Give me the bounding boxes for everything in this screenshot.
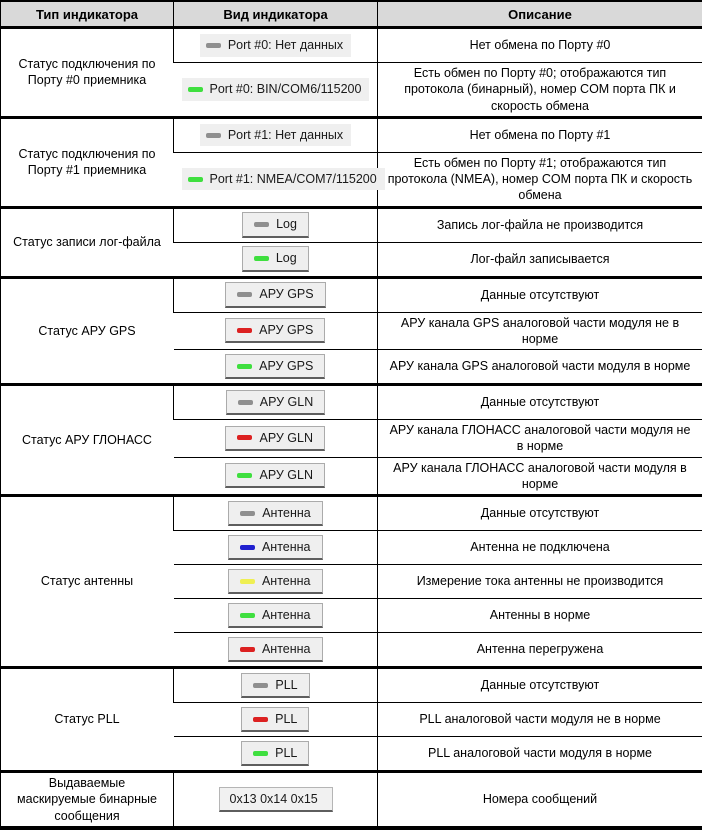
indicator-label: Port #1: NMEA/COM7/115200 [210,171,377,187]
indicator-view-cell [174,496,378,531]
table-row [1,496,702,531]
status-led-green-icon [237,473,252,478]
indicator-type-cell: Статус PLL [1,668,174,772]
indicator-widget [200,34,351,56]
indicator-widget [228,535,323,560]
indicator-widget [225,463,325,488]
indicator-label: АРУ GPS [259,286,313,302]
description-cell: Лог-файл записывается [378,242,702,277]
indicator-type-cell: Статус подключения по Порту #1 приемника [1,117,174,207]
indicator-widget [242,246,309,271]
indicator-label: PLL [275,711,297,727]
indicator-widget [241,707,309,732]
indicator-view-cell [174,28,378,63]
description-cell: Данные отсутствуют [378,668,702,703]
indicator-label: Log [276,216,297,232]
indicator-type-cell: Статус подключения по Порту #0 приемника [1,28,174,118]
description-cell: АРУ канала GPS аналоговой части модуля не в норме [378,312,702,350]
indicator-label: АРУ GLN [260,394,314,410]
indicator-widget [225,354,325,379]
description-cell: АРУ канала GPS аналоговой части модуля в норме [378,350,702,385]
column-header-indicator-view: Вид индикатора [174,1,378,28]
column-header-indicator-type: Тип индикатора [1,1,174,28]
column-header-description: Описание [378,1,702,28]
indicator-table-body [1,28,702,828]
indicator-label: Port #0: Нет данных [228,37,343,53]
indicator-widget [242,212,309,237]
indicator-view-cell [174,633,378,668]
indicator-widget [225,282,325,307]
description-cell: Нет обмена по Порту #1 [378,117,702,152]
table-row [1,772,702,828]
indicator-widget [225,426,325,451]
header-row [1,1,702,28]
status-led-gray-icon [254,222,269,227]
indicator-view-cell [174,668,378,703]
indicator-widget [241,741,309,766]
status-led-red-icon [253,717,268,722]
indicator-type-cell: Статус записи лог-файла [1,207,174,277]
description-cell: Антенна перегружена [378,633,702,668]
indicator-widget [241,673,309,698]
description-cell: Измерение тока антенны не производится [378,565,702,599]
indicator-view-cell [174,312,378,350]
indicator-view-cell [174,599,378,633]
table-row [1,277,702,312]
indicator-label: АРУ GPS [259,322,313,338]
description-cell: АРУ канала ГЛОНАСС аналоговой части модуля не в норме [378,420,702,458]
indicator-view-cell [174,565,378,599]
status-led-green-icon [254,256,269,261]
indicator-view-cell [174,703,378,737]
indicator-label: Антенна [262,505,311,521]
indicator-widget [228,637,323,662]
indicator-label: Антенна [262,607,311,623]
status-led-blue-icon [240,545,255,550]
indicator-view-cell [174,350,378,385]
indicator-widget [226,390,326,415]
status-led-gray-icon [206,133,221,138]
indicator-widget [228,603,323,628]
indicator-type-cell: Статус АРУ GPS [1,277,174,385]
status-led-gray-icon [240,511,255,516]
indicator-widget [228,501,323,526]
indicator-view-cell [174,420,378,458]
status-led-red-icon [237,328,252,333]
status-led-gray-icon [206,43,221,48]
status-led-red-icon [237,435,252,440]
indicator-view-cell [174,457,378,496]
status-led-green-icon [253,751,268,756]
indicator-label: PLL [275,677,297,693]
indicator-type-cell: Статус АРУ ГЛОНАСС [1,385,174,496]
indicator-label: Port #0: BIN/COM6/115200 [210,81,362,97]
description-cell: Данные отсутствуют [378,496,702,531]
description-cell: Антенна не подключена [378,531,702,565]
indicator-label: 0x13 0x14 0x15 [230,791,318,807]
description-cell: Данные отсутствуют [378,385,702,420]
indicator-view-cell [174,242,378,277]
status-led-green-icon [188,177,203,182]
indicator-type-cell: Статус антенны [1,496,174,668]
status-led-green-icon [188,87,203,92]
indicator-view-cell [174,207,378,242]
table-row [1,117,702,152]
indicator-widget [228,569,323,594]
indicator-view-cell [174,385,378,420]
indicator-label: АРУ GLN [259,467,313,483]
indicator-view-cell [174,63,378,118]
description-cell: Номера сообщений [378,772,702,828]
status-led-green-icon [240,613,255,618]
status-led-green-icon [237,364,252,369]
status-led-gray-icon [238,400,253,405]
description-cell: Антенны в норме [378,599,702,633]
indicator-view-cell [174,277,378,312]
description-cell: Нет обмена по Порту #0 [378,28,702,63]
indicator-view-cell [174,531,378,565]
status-led-red-icon [240,647,255,652]
indicator-label: Антенна [262,641,311,657]
status-led-gray-icon [237,292,252,297]
status-led-gray-icon [253,683,268,688]
indicator-label: PLL [275,745,297,761]
table-row [1,668,702,703]
indicator-label: Log [276,250,297,266]
description-cell: Запись лог-файла не производится [378,207,702,242]
indicator-label: АРУ GPS [259,358,313,374]
indicator-widget [225,318,325,343]
indicator-view-cell [174,737,378,772]
table-header [1,1,702,28]
indicator-widget [200,124,351,146]
description-cell: АРУ канала ГЛОНАСС аналоговой части модуля в норме [378,457,702,496]
indicator-view-cell [174,152,378,207]
indicator-widget [182,168,385,190]
description-cell: Данные отсутствуют [378,277,702,312]
indicator-label: Антенна [262,539,311,555]
table-row [1,28,702,63]
status-led-yellow-icon [240,579,255,584]
description-cell: Есть обмен по Порту #1; отображаются тип протокола (NMEA), номер COM порта ПК и скорость обмена [378,152,702,207]
indicator-view-cell [174,772,378,828]
description-cell: Есть обмен по Порту #0; отображаются тип протокола (бинарный), номер COM порта ПК и скорость обмена [378,63,702,118]
table-row [1,385,702,420]
description-cell: PLL аналоговой части модуля не в норме [378,703,702,737]
description-cell: PLL аналоговой части модуля в норме [378,737,702,772]
table-row [1,207,702,242]
indicator-label: АРУ GLN [259,430,313,446]
indicator-type-cell: Выдаваемые маскируемые бинарные сообщения [1,772,174,828]
indicator-label: Port #1: Нет данных [228,127,343,143]
indicator-widget [182,78,370,100]
indicator-label: Антенна [262,573,311,589]
indicator-view-cell [174,117,378,152]
indicator-widget [219,787,333,812]
